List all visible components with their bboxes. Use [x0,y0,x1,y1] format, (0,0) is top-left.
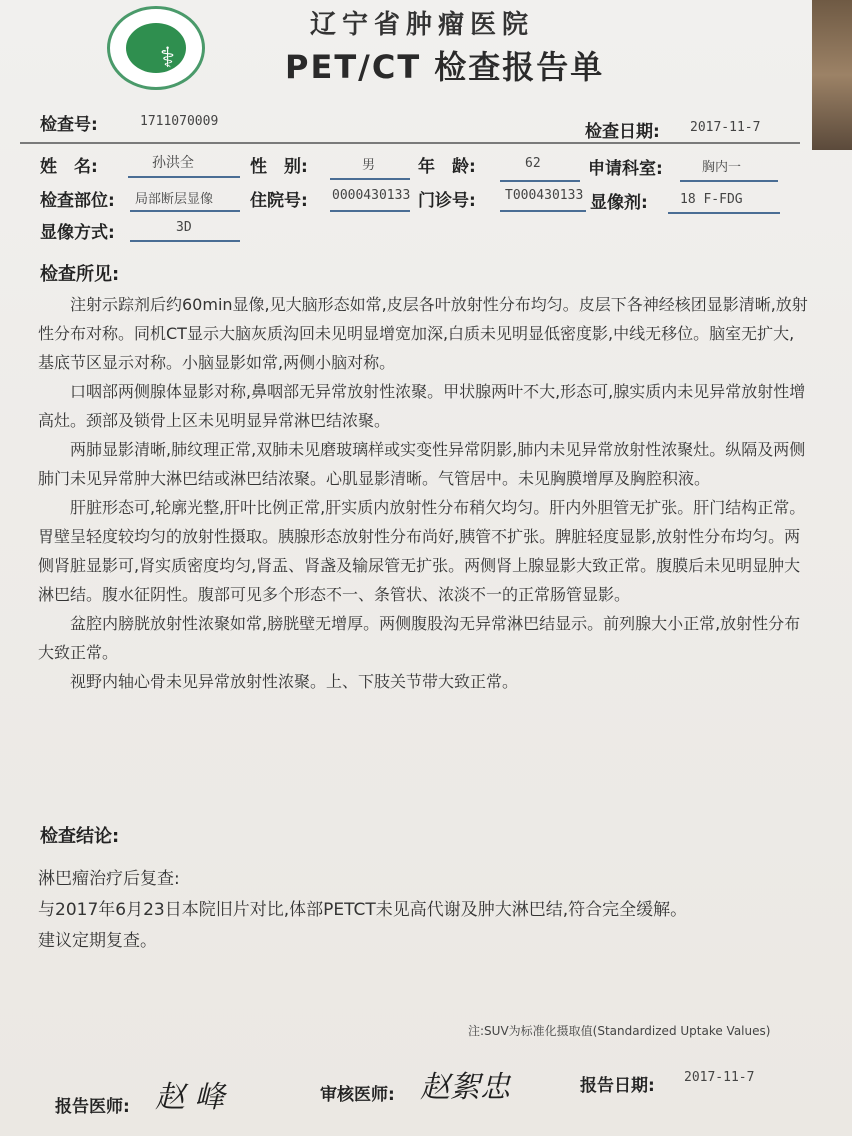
inpatient-label: 住院号: [250,191,308,211]
review-doctor-signature: 赵絮忠 [420,1070,510,1105]
exam-no-value: 1711070009 [140,114,219,129]
part-label: 检查部位: [40,191,115,211]
agent-underline [668,212,780,214]
dept-value: 胸内一 [702,160,742,175]
report-doctor-label: 报告医师: [55,1097,130,1117]
sex-value: 男 [362,158,376,173]
conclusion-line: 淋巴瘤治疗后复查: [38,869,180,889]
hospital-logo [107,6,205,90]
conclusion-title: 检查结论: [40,826,120,847]
report-title: PET/CT 检查报告单 [285,48,605,86]
mode-label: 显像方式: [40,223,115,243]
name-label: 姓 名: [40,157,98,177]
part-value: 局部断层显像 [135,192,214,207]
exam-no-label: 检查号: [40,115,98,135]
age-value: 62 [525,156,541,171]
name-underline [128,176,240,178]
findings-paragraph: 视野内轴心骨未见异常放射性浓聚。上、下肢关节带大致正常。 [70,672,519,691]
conclusion-body [38,864,828,957]
outpatient-underline [500,210,586,212]
dept-underline [680,180,778,182]
report-doctor-signature: 赵 峰 [155,1080,225,1115]
hospital-name: 辽宁省肿瘤医院 [310,10,535,40]
caduceus-icon: ⚕ [160,41,176,74]
dept-label: 申请科室: [588,159,663,179]
findings-paragraph: 肝脏形态可,轮廓光整,肝叶比例正常,肝实质内放射性分布稍欠均匀。肝内外胆管无扩张。肝门结构正常。胃壁呈轻度较均匀的放射性摄取。胰腺形态放射性分布尚好,胰管不扩张。脾脏轻度显影,放射性分布均匀。两侧肾脏显影可,肾实质密度均匀,肾盂、肾盏及输尿管无扩张。两侧肾上腺显影大致正常。腹膜后未见明显肿大淋巴结。腹水征阴性。腹部可见多个形态不一、条管状、浓淡不一的正常肠管显影。 [38,498,806,604]
findings-title: 检查所见: [40,264,120,285]
review-doctor-label: 审核医师: [320,1085,395,1105]
report-date-label: 报告日期: [580,1076,655,1096]
name-value: 孙洪全 [152,155,194,171]
age-label: 年 龄: [418,157,476,177]
findings-paragraph: 两肺显影清晰,肺纹理正常,双肺未见磨玻璃样或实变性异常阴影,肺内未见异常放射性浓聚灶。纵隔及两侧肺门未见异常肿大淋巴结或淋巴结浓聚。心肌显影清晰。气管居中。未见胸膜增厚及胸腔积液。 [38,440,806,488]
outpatient-label: 门诊号: [418,191,476,211]
exam-date-label: 检查日期: [585,122,660,142]
conclusion-line: 建议定期复查。 [38,931,157,951]
inpatient-value: 0000430133 [332,188,411,203]
findings-paragraph: 口咽部两侧腺体显影对称,鼻咽部无异常放射性浓聚。甲状腺两叶不大,形态可,腺实质内未见异常放射性增高灶。颈部及锁骨上区未见明显异常淋巴结浓聚。 [38,382,806,430]
conclusion-line: 与2017年6月23日本院旧片对比,体部PETCT未见高代谢及肿大淋巴结,符合完全缓解。 [38,900,688,920]
sex-underline [330,178,410,180]
exam-date-value: 2017-11-7 [690,120,761,135]
findings-paragraph: 注射示踪剂后约60min显像,见大脑形态如常,皮层各叶放射性分布均匀。皮层下各神经核团显影清晰,放射性分布对称。同机CT显示大脑灰质沟回未见明显增宽加深,白质未见明显低密度影,中线无移位。脑室无扩大,基底节区显示对称。小脑显影如常,两侧小脑对称。 [38,295,808,372]
mode-underline [130,240,240,242]
findings-paragraph: 盆腔内膀胱放射性浓聚如常,膀胱壁无增厚。两侧腹股沟无异常淋巴结显示。前列腺大小正常,放射性分布大致正常。 [38,614,801,662]
suv-note: 注:SUV为标准化摄取值(Standardized Uptake Values) [468,1024,771,1038]
mode-value: 3D [176,220,192,235]
age-underline [500,180,580,182]
agent-value: 18 F-FDG [680,192,743,207]
outpatient-value: T000430133 [505,188,584,203]
agent-label: 显像剂: [590,193,648,213]
findings-body [38,290,808,696]
report-date-value: 2017-11-7 [684,1070,755,1085]
background-corner [812,0,852,150]
sex-label: 性 别: [250,157,308,177]
header-divider [20,142,800,144]
inpatient-underline [330,210,410,212]
part-underline [130,210,240,212]
